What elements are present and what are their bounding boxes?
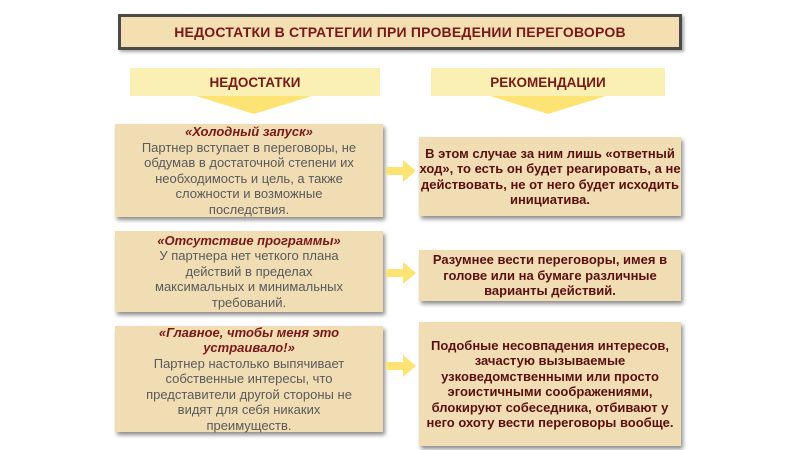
column-header-shortcomings-label: НЕДОСТАТКИ xyxy=(209,74,301,90)
problem-card-cold-start xyxy=(115,124,383,217)
column-header-shortcomings xyxy=(130,68,380,96)
down-arrow-right-icon xyxy=(490,96,606,114)
down-arrow-left-icon xyxy=(196,96,312,114)
recommendation-card-1: В этом случае за ним лишь «ответный ход», то есть он будет реагировать, а не действовать, не от него будет исходить инициатива. xyxy=(419,137,681,216)
problem-text: Партнер настолько выпячивает собственные интересы, что представители другой стороны не видят для себя никаких преимуществ. xyxy=(146,355,352,433)
right-arrow-icon xyxy=(386,355,416,377)
problem-text: У партнера нет четкого плана действий в пределах максимальных и минимальных требований. xyxy=(155,248,343,310)
recommendation-card-3: Подобные несовпадения интересов, зачастую вызываемые узковедомственными или просто эгоистичными соображениями, блокируют собеседника, отбивают у него охоту вести переговоры вообще. xyxy=(419,322,681,446)
problem-text: Партнер вступает в переговоры, не обдумав в достаточной степени их необходимость и цель, а также сложности и возможные последствия. xyxy=(141,139,357,217)
right-arrow-icon xyxy=(386,160,416,182)
column-header-recommendations-label: РЕКОМЕНДАЦИИ xyxy=(490,74,606,90)
problem-card-no-program xyxy=(115,231,383,312)
problem-title: «Холодный запуск» xyxy=(185,124,313,139)
right-arrow-icon xyxy=(386,262,416,284)
column-header-recommendations xyxy=(431,68,665,96)
diagram-title xyxy=(118,14,682,50)
problem-title: «Главное, чтобы меня это устраивало!» xyxy=(158,324,340,356)
problem-title: «Отсутствие программы» xyxy=(157,232,341,248)
problem-card-self-interest xyxy=(115,326,383,432)
diagram-title-text: НЕДОСТАТКИ В СТРАТЕГИИ ПРИ ПРОВЕДЕНИИ ПЕРЕГОВОРОВ xyxy=(174,24,626,40)
recommendation-card-2: Разумнее вести переговоры, имея в голове или на бумаге различные варианты действий. xyxy=(419,250,681,301)
